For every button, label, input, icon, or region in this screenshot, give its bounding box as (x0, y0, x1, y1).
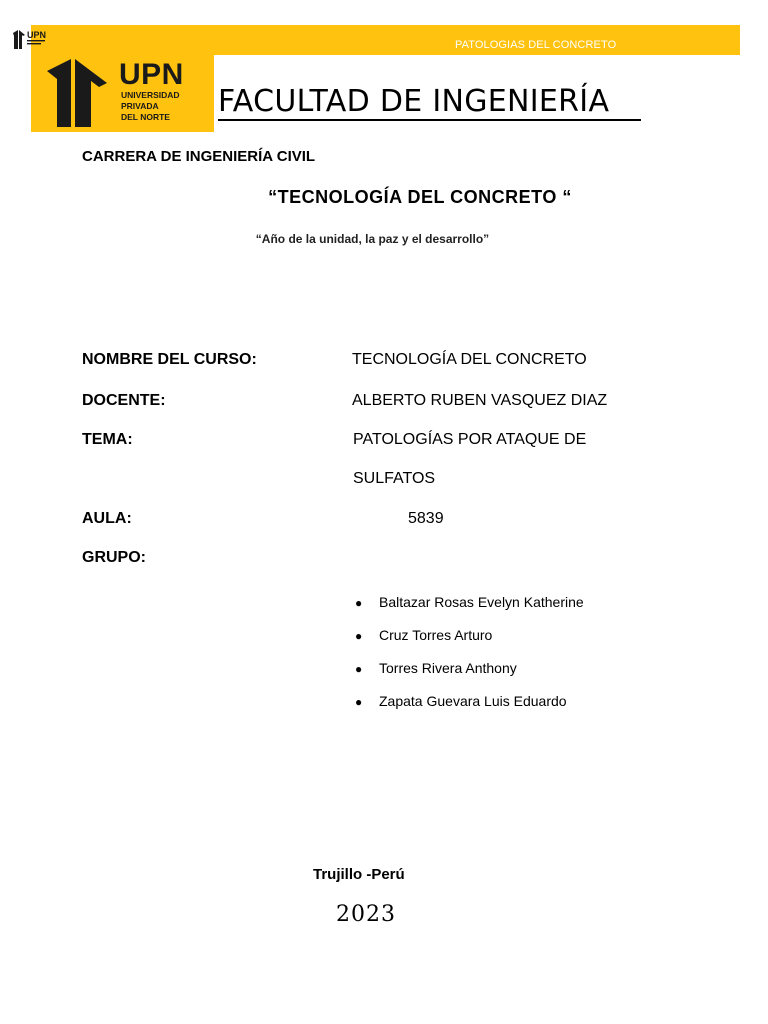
topic-value-line1: PATOLOGÍAS POR ATAQUE DE (353, 431, 587, 448)
year: 2023 (336, 902, 396, 927)
running-header-title: PATOLOGIAS DEL CONCRETO (455, 39, 617, 51)
member-name: Baltazar Rosas Evelyn Katherine (379, 594, 584, 610)
upn-mini-logo-icon (12, 29, 48, 51)
upn-logo (31, 55, 214, 132)
classroom-label: AULA: (82, 510, 132, 527)
svg-text:UPN: UPN (27, 30, 47, 40)
logo-subtitle (121, 90, 216, 123)
teacher-value: ALBERTO RUBEN VASQUEZ DIAZ (352, 392, 608, 409)
upn-emblem-icon (45, 57, 115, 129)
faculty-title: FACULTAD DE INGENIERÍA (218, 84, 610, 119)
member-name: Torres Rivera Anthony (379, 660, 517, 676)
course-label: NOMBRE DEL CURSO: (82, 351, 257, 368)
bullet-icon: ● (355, 596, 363, 610)
career-heading: CARRERA DE INGENIERÍA CIVIL (82, 148, 316, 165)
bullet-icon: ● (355, 629, 363, 643)
member-name: Cruz Torres Arturo (379, 627, 493, 643)
course-title: “TECNOLOGÍA DEL CONCRETO “ (268, 187, 572, 207)
logo-wordmark: UPN (119, 58, 184, 91)
topic-value-line2: SULFATOS (353, 470, 436, 487)
teacher-label: DOCENTE: (82, 392, 166, 409)
list-item (355, 627, 584, 660)
list-item (355, 594, 584, 627)
course-value: TECNOLOGÍA DEL CONCRETO (352, 351, 587, 368)
list-item (355, 660, 584, 693)
list-item (355, 693, 584, 726)
classroom-value: 5839 (408, 510, 444, 527)
group-label: GRUPO: (82, 549, 146, 566)
year-motto: “Año de la unidad, la paz y el desarrollo” (255, 232, 490, 246)
group-member-list (355, 594, 584, 726)
bullet-icon: ● (355, 662, 363, 676)
city-location: Trujillo -Perú (313, 866, 405, 883)
faculty-underline (218, 119, 641, 121)
topic-label: TEMA: (82, 431, 133, 448)
header-band (31, 25, 740, 55)
logo-subtitle-line: DEL NORTE (121, 112, 170, 122)
bullet-icon: ● (355, 695, 363, 709)
member-name: Zapata Guevara Luis Eduardo (379, 693, 567, 709)
logo-subtitle-line: UNIVERSIDAD (121, 90, 180, 100)
logo-subtitle-line: PRIVADA (121, 101, 159, 111)
